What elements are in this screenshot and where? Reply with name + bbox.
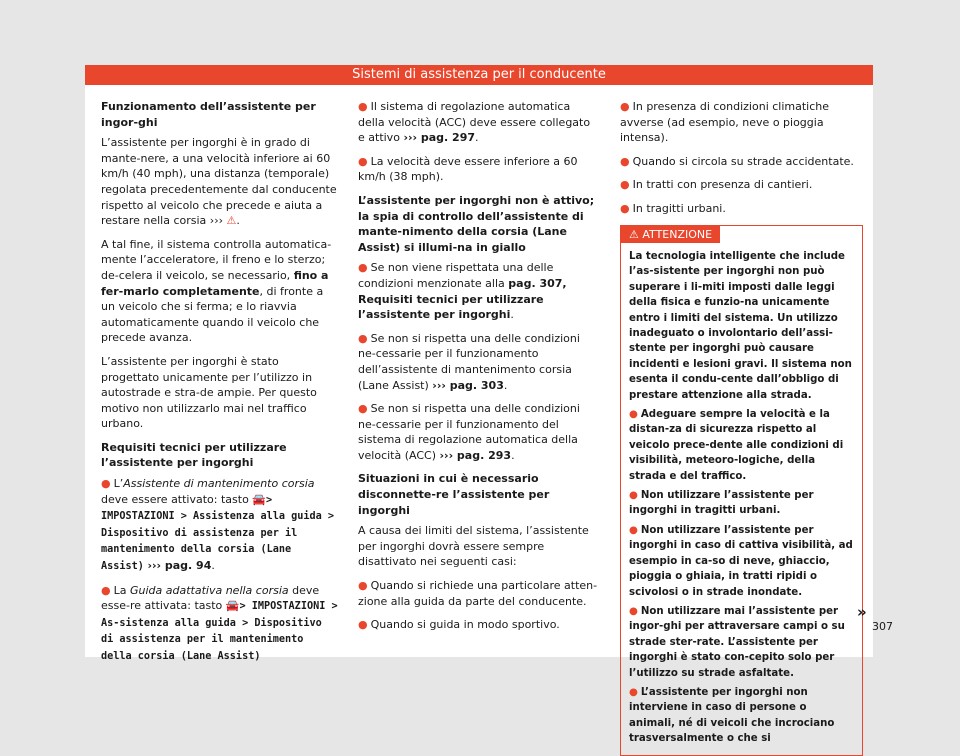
bullet-icon: ●	[620, 100, 630, 113]
list-item: ● Quando si circola su strade accidentate.	[620, 154, 854, 168]
column-middle	[358, 99, 600, 641]
bullet-icon: ●	[358, 618, 368, 632]
list-item: ● Se non si rispetta una delle condizioni ne-cessarie per il funzionamento dell’assistente di mantenimento corsia (Lane Assist) ››› pag. 303.	[358, 331, 580, 392]
warning-box	[620, 225, 863, 756]
bullet-icon: ●	[620, 201, 630, 215]
bullet-icon: ●	[358, 579, 368, 593]
paragraph: L’assistente per ingorghi è stato progettato unicamente per l’utilizzo in autostrade e stra-de ampie. Per questo motivo non utilizzarlo mai nel traffico urbano.	[101, 354, 317, 431]
page-link[interactable]: ››› pag. 297	[403, 131, 476, 145]
bullet-icon: ●	[101, 583, 111, 597]
bullet-icon: ●	[629, 686, 638, 698]
car-menu-icon: 🚘	[252, 492, 267, 506]
heading-not-active: L’assistente per ingorghi non è attivo; la spia di controllo dell’assistente di mante-nimento della corsia (Lane Assist) si illumi-na in giallo	[358, 193, 595, 254]
warning-title: ⚠ ATTENZIONE	[621, 226, 720, 243]
warning-item: ● Non utilizzare l’assistente per ingorghi in caso di cattiva visibilità, ad esempio in ca-so di neve, ghiaccio, pioggia o ghiaia, in tratti ripidi o scivolosi o in strade inondate.	[629, 524, 853, 598]
bullet-icon: ●	[358, 402, 368, 416]
list-item: ● In tragitti urbani.	[620, 201, 726, 215]
list-item: ● In tratti con presenza di cantieri.	[620, 178, 813, 192]
paragraph: A tal fine, il sistema controlla automatica-mente l’acceleratore, il freno e lo sterzo; de-celera il veicolo, se necessario, fino a fer-marlo completamente, di fronte a un veicolo che si ferma; e lo riavvia automaticamente quando il veicolo che precede avanza.	[101, 237, 332, 345]
warning-item: ● Adeguare sempre la velocità e la distan-za di sicurezza rispetto al veicolo prece-dente alle condizioni di visibilità, meteoro-logiche, della strada e del traffico.	[629, 409, 844, 482]
bullet-icon: ●	[620, 154, 630, 168]
page-link[interactable]: ››› pag. 94	[147, 559, 212, 573]
list-item: ● Il sistema di regolazione automatica della velocità (ACC) deve essere collegato e attivo ››› pag. 297.	[358, 100, 591, 145]
column-right	[620, 99, 863, 756]
warning-item: ● Non utilizzare l’assistente per ingorghi in tragitti urbani.	[629, 490, 814, 517]
list-item: ● Quando si guida in modo sportivo.	[358, 618, 560, 632]
warning-text: La tecnologia intelligente che include l’as-sistente per ingorghi non può superare i li-miti imposti dalle leggi della fisica e funzio-na unicamente entro i limiti del sistema. Un utilizzo inadeguato o involontario dell’assi-stente per ingorghi può causare incidenti e lesioni gravi. Il sistema non esenta il condu-cente dall’obbligo di prestare attenzione alla strada.	[629, 250, 852, 401]
list-item: ● Se non si rispetta una delle condizioni ne-cessarie per il funzionamento del sistema di regolazione automatica della velocità (ACC) ››› pag. 293.	[358, 402, 580, 462]
list-item: ● Quando si richiede una particolare atten-zione alla guida da parte del conducente.	[358, 579, 598, 608]
warning-triangle-icon: ⚠	[629, 227, 639, 241]
column-left	[101, 99, 339, 673]
list-item: ● La Guida adattativa nella corsia deve esse-re attivata: tasto 🚘> IMPOSTAZIONI > As-sistenza alla guida > Dispositivo di assistenza per il mantenimento della corsia (Lane Assist)	[101, 583, 338, 662]
warning-triangle-icon: ⚠	[226, 214, 237, 228]
list-item: ● La velocità deve essere inferiore a 60 km/h (38 mph).	[358, 154, 578, 184]
continue-icon: »	[857, 603, 867, 621]
page-link[interactable]: pag. 307, Requisiti tecnici per utilizzare l’assistente per ingorghi	[358, 276, 567, 322]
heading-function: Funzionamento dell’assistente per ingor-ghi	[101, 100, 316, 129]
list-item: ● In presenza di condizioni climatiche avverse (ad esempio, neve o pioggia intensa).	[620, 100, 830, 145]
manual-page	[85, 65, 893, 745]
bullet-icon: ●	[358, 154, 368, 168]
page-link[interactable]: ››› pag. 293	[439, 448, 512, 462]
paragraph: L’assistente per ingorghi è in grado di mante-nere, a una velocità inferiore ai 60 km/h (40 mph), una distanza (temporale) regolata precedentemente dal conducente rispetto al veicolo che precede e aiuta a restare nella corsia ››› ⚠.	[101, 136, 337, 228]
section-header: Sistemi di assistenza per il conducente	[85, 65, 873, 85]
warning-item: ● L’assistente per ingorghi non interviene in caso di persone o animali, né di veicoli che incrociano trasversalmente o che si	[629, 686, 835, 745]
heading-disconnect: Situazioni in cui è necessario disconnette-re l’assistente per ingorghi	[358, 472, 550, 517]
bullet-icon: ●	[629, 605, 638, 617]
page-number: 307	[872, 620, 893, 633]
bullet-icon: ●	[358, 261, 368, 275]
bullet-icon: ●	[358, 100, 368, 113]
page-link[interactable]: ››› pag. 303	[432, 378, 504, 392]
bullet-icon: ●	[101, 477, 111, 491]
bullet-icon: ●	[629, 409, 638, 421]
list-item: ● L’Assistente di mantenimento corsia deve essere attivato: tasto 🚘> IMPOSTAZIONI > Assistenza alla guida > Dispositivo di assistenza per il mantenimento della corsia (Lane Assist) ››› pag. 94.	[101, 477, 335, 573]
list-item: ● Se non viene rispettata una delle condizioni menzionate alla pag. 307, Requisiti tecnici per utilizzare l’assistente per ingorghi.	[358, 261, 567, 322]
warning-item: ● Non utilizzare mai l’assistente per ingor-ghi per attraversare campi o su strade ster-rate. L’assistente per ingorghi è stato con-cepito solo per l’utilizzo su strade asfaltate.	[629, 605, 845, 679]
car-menu-icon: 🚘	[225, 599, 240, 613]
bullet-icon: ●	[358, 331, 368, 345]
bullet-icon: ●	[629, 524, 638, 536]
bullet-icon: ●	[629, 490, 638, 502]
bullet-icon: ●	[620, 178, 630, 192]
heading-requirements: Requisiti tecnici per utilizzare l’assistente per ingorghi	[101, 440, 287, 470]
paragraph: A causa dei limiti del sistema, l’assistente per ingorghi dovrà essere sempre disattivato nei seguenti casi:	[358, 524, 589, 569]
